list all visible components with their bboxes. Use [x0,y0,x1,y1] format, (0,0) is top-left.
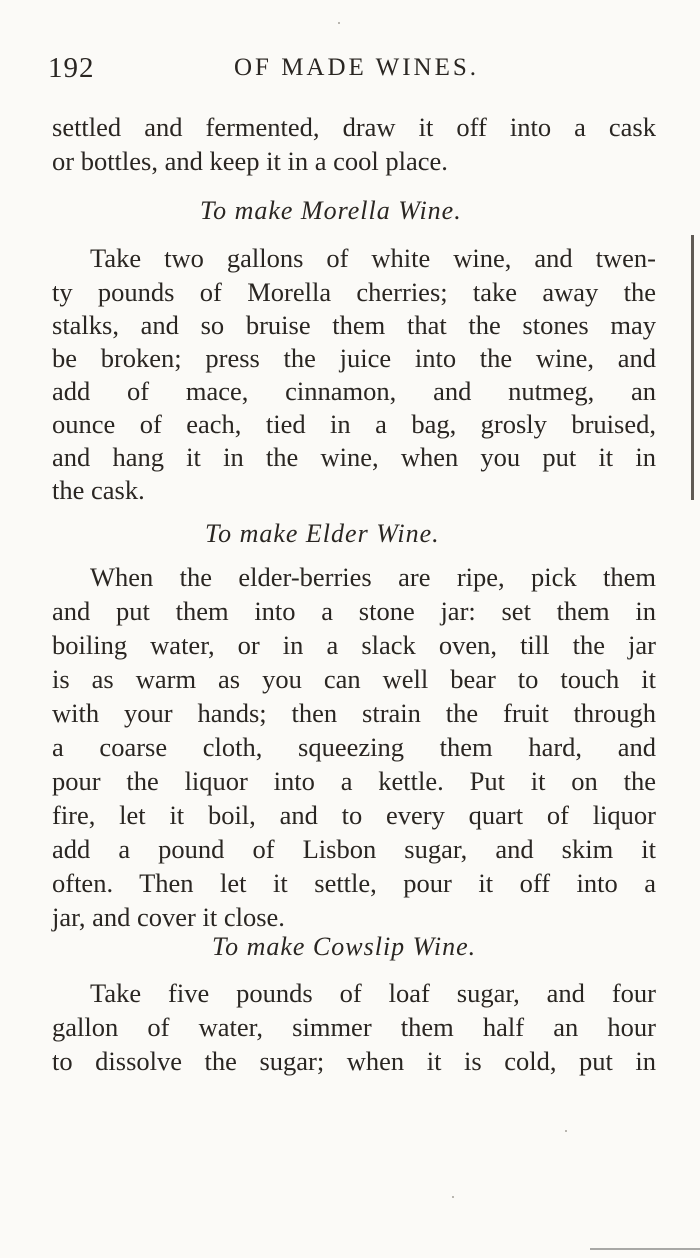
text-line: stalks, and so bruise them that the stones may [52,310,656,340]
text-line: and put them into a stone jar: set them in [52,596,656,626]
text-line: Take two gallons of white wine, and twen- [90,243,656,273]
ink-speck [452,1196,454,1198]
text-line: is as warm as you can well bear to touch it [52,664,656,694]
page-edge-rule [691,235,694,500]
text-line: add of mace, cinnamon, and nutmeg, an [52,376,656,406]
text-line: the cask. [52,475,145,505]
text-line: fire, let it boil, and to every quart of liquor [52,800,656,830]
text-line: settled and fermented, draw it off into a cask [52,112,656,142]
text-line: Take five pounds of loaf sugar, and four [90,978,656,1008]
running-head: OF MADE WINES. [234,54,480,81]
text-line: When the elder-berries are ripe, pick them [90,562,656,592]
text-line: a coarse cloth, squeezing them hard, and [52,732,656,762]
text-line: and hang it in the wine, when you put it in [52,442,656,472]
text-line: add a pound of Lisbon sugar, and skim it [52,834,656,864]
page-number: 192 [48,52,95,84]
text-line: to dissolve the sugar; when it is cold, put in [52,1046,656,1076]
recipe-title-morella: To make Morella Wine. [200,196,462,225]
recipe-title-elder: To make Elder Wine. [205,519,440,548]
text-line: often. Then let it settle, pour it off into a [52,868,656,898]
page-header [48,52,648,86]
text-line: gallon of water, simmer them half an hour [52,1012,656,1042]
text-line: be broken; press the juice into the wine, and [52,343,656,373]
ink-speck [338,22,340,24]
text-line: ty pounds of Morella cherries; take away the [52,277,656,307]
page-edge-rule-bottom [590,1248,700,1250]
text-line: jar, and cover it close. [52,902,285,932]
text-line: pour the liquor into a kettle. Put it on the [52,766,656,796]
recipe-title-cowslip: To make Cowslip Wine. [212,932,477,961]
text-line: or bottles, and keep it in a cool place. [52,146,448,176]
text-line: ounce of each, tied in a bag, grosly bruised, [52,409,656,439]
ink-speck [565,1130,567,1132]
text-line: with your hands; then strain the fruit through [52,698,656,728]
text-line: boiling water, or in a slack oven, till the jar [52,630,656,660]
